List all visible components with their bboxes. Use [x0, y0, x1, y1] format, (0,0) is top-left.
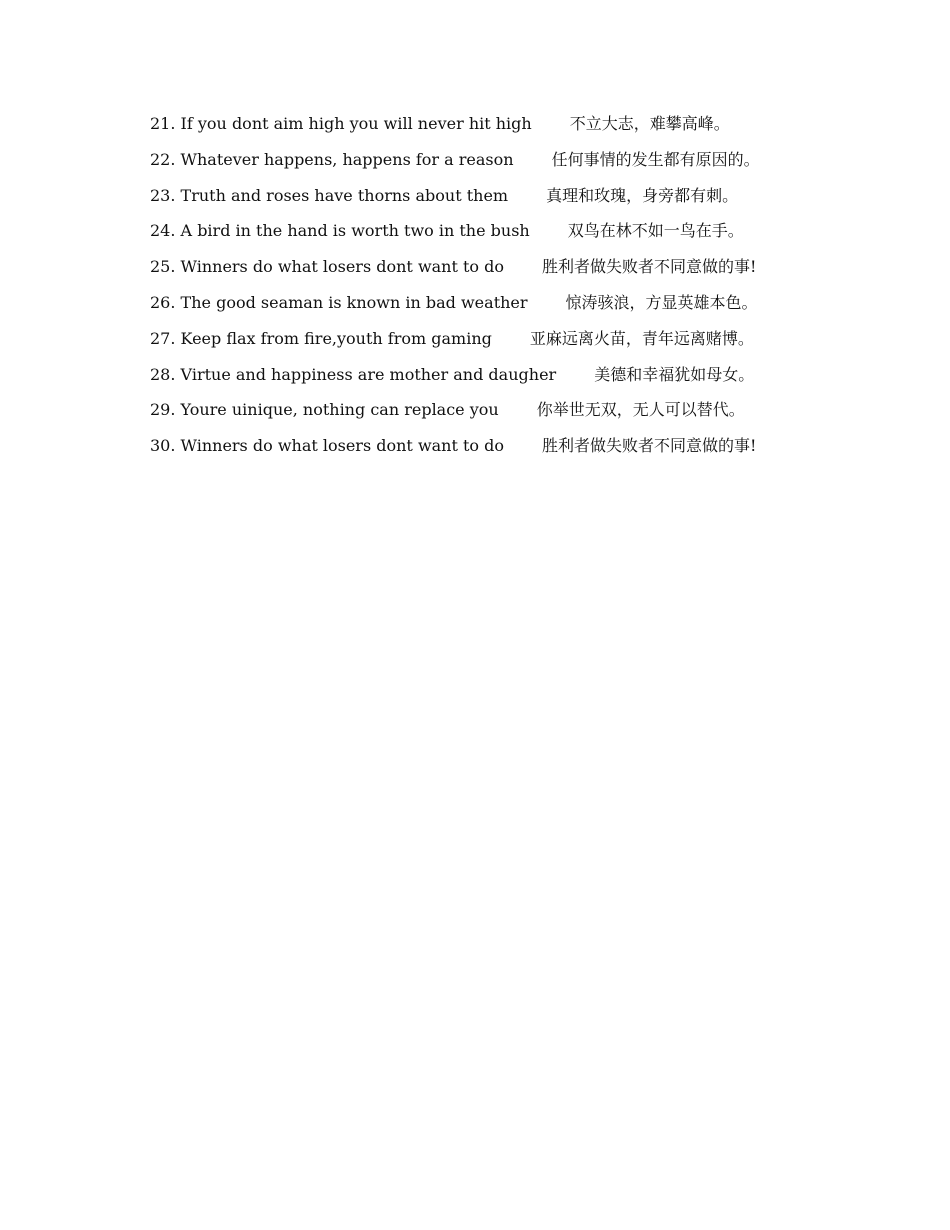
chinese-text: 不立大志，难攀高峰。	[569, 114, 730, 133]
proverb-line	[150, 434, 850, 470]
proverb-line	[150, 363, 850, 399]
chinese-text: 任何事情的发生都有原因的。	[551, 149, 760, 169]
english-text: If you dont aim high you will never hit high	[180, 114, 532, 133]
english-text: Winners do what losers dont want to do	[180, 257, 505, 277]
proverb-line	[150, 327, 850, 363]
chinese-text: 真理和玫瑰，身旁都有刺。	[546, 185, 739, 205]
chinese-text: 亚麻远离火苗，青年远离赌博。	[529, 328, 754, 348]
english-text: Virtue and happiness are mother and daugher	[180, 364, 557, 384]
line-number: 28.	[150, 364, 176, 384]
chinese-text: 胜利者做失败者不同意做的事!	[542, 257, 757, 277]
chinese-text: 惊涛骇浪，方显英雄本色。	[565, 292, 758, 312]
english-text: Winners do what losers dont want to do	[180, 436, 505, 456]
line-number: 29.	[150, 400, 176, 420]
english-text: Youre uinique, nothing can replace you	[180, 400, 499, 420]
line-number: 23.	[150, 185, 176, 205]
english-text: The good seaman is known in bad weather	[180, 292, 528, 312]
proverb-list	[150, 112, 850, 470]
line-number: 24.	[150, 221, 176, 241]
line-number: 22.	[150, 149, 176, 169]
english-text: A bird in the hand is worth two in the bush	[180, 221, 530, 241]
proverb-line	[150, 255, 850, 291]
line-number: 26.	[150, 292, 176, 312]
proverb-line	[150, 291, 850, 327]
chinese-text: 美德和幸福犹如母女。	[594, 364, 755, 384]
line-number: 30.	[150, 436, 176, 456]
proverb-line	[150, 112, 850, 148]
proverb-line	[150, 398, 850, 434]
chinese-text: 胜利者做失败者不同意做的事!	[542, 436, 757, 456]
proverb-line	[150, 219, 850, 255]
line-number: 27.	[150, 328, 176, 348]
line-number: 21.	[150, 114, 176, 133]
english-text: Truth and roses have thorns about them	[180, 185, 509, 205]
english-text: Keep flax from fire,youth from gaming	[180, 328, 492, 348]
chinese-text: 你举世无双，无人可以替代。	[536, 400, 745, 420]
line-number: 25.	[150, 257, 176, 277]
english-text: Whatever happens, happens for a reason	[180, 149, 514, 169]
chinese-text: 双鸟在林不如一鸟在手。	[567, 221, 744, 241]
proverb-line	[150, 148, 850, 184]
proverb-line	[150, 184, 850, 220]
